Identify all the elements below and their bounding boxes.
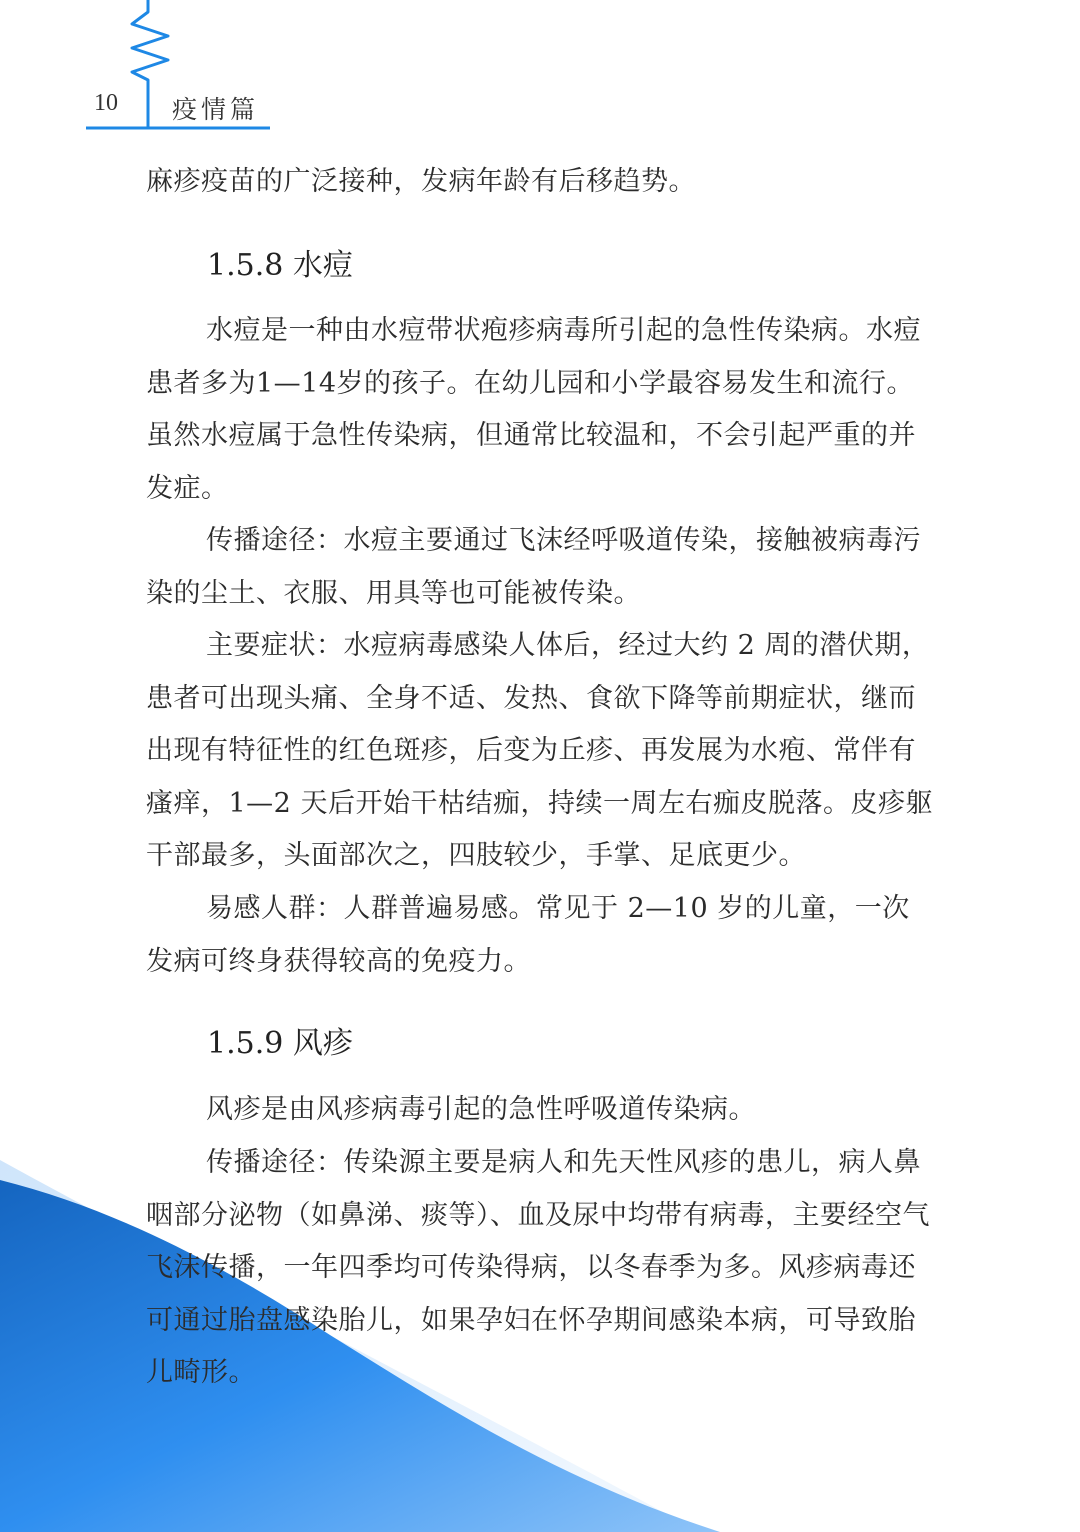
- paragraph-varicella-symptoms: 主要症状：水痘病毒感染人体后，经过大约 2 周的潜伏期，患者可出现头痛、全身不适、发热、食欲下降等前期症状，继而出现有特征性的红色斑疹，后变为丘疹、再发展为水疱、常伴有瘙痒，1—2 天后开始干枯结痂，持续一周左右痂皮脱落。皮疹躯干部最多，头面部次之，四肢较少，手掌、足底更少。: [146, 630, 933, 871]
- paragraph-varicella-susceptible: 易感人群：人群普遍易感。常见于 2—10 岁的儿童，一次发病可终身获得较高的免疫力。: [146, 893, 910, 977]
- paragraph-rubella-route: 传播途径：传染源主要是病人和先天性风疹的患儿，病人鼻咽部分泌物（如鼻涕、痰等）、血及尿中均带有病毒，主要经空气飞沫传播，一年四季均可传染得病，以冬春季为多。风疹病毒还可通过胎盘感染胎儿，如果孕妇在怀孕期间感染本病，可导致胎儿畸形。: [146, 1147, 930, 1388]
- heading-rubella: 1.5.9 风疹: [207, 1026, 353, 1061]
- spring-line-icon: [132, 0, 168, 128]
- page-number: 10: [94, 90, 118, 116]
- section-name: 疫情篇: [172, 95, 260, 124]
- heading-varicella: 1.5.8 水痘: [207, 248, 353, 283]
- paragraph-rubella-definition: 风疹是由风疹病毒引起的急性呼吸道传染病。: [206, 1094, 756, 1125]
- paragraph-intro-tail: 麻疹疫苗的广泛接种，发病年龄有后移趋势。: [146, 166, 696, 197]
- paragraph-varicella-route: 传播途径：水痘主要通过飞沫经呼吸道传染，接触被病毒污染的尘土、衣服、用具等也可能被传染。: [146, 525, 921, 609]
- paragraph-varicella-definition: 水痘是一种由水痘带状疱疹病毒所引起的急性传染病。水痘患者多为1—14岁的孩子。在幼儿园和小学最容易发生和流行。虽然水痘属于急性传染病，但通常比较温和，不会引起严重的并发症。: [146, 315, 921, 504]
